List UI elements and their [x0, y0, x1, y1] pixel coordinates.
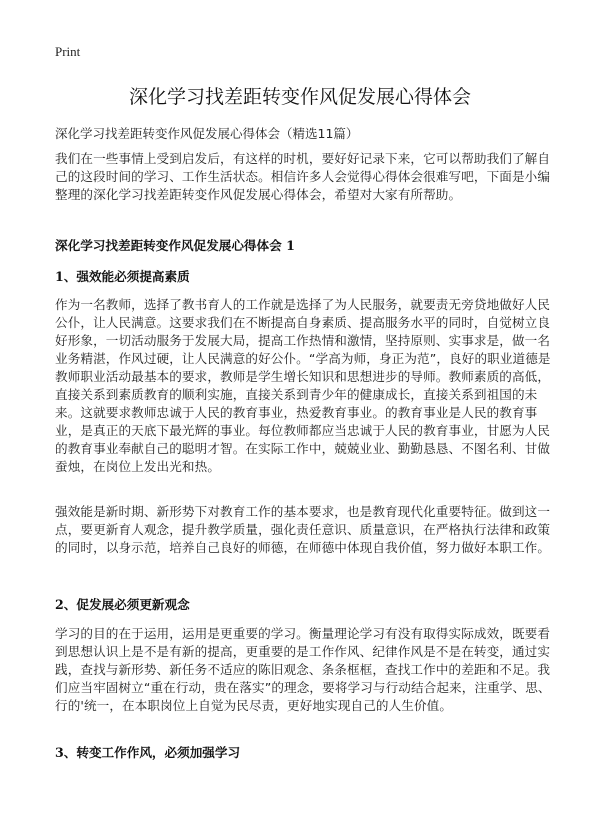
point-1-paragraph-1: 作为一名教师，选择了教书育人的工作就是选择了为人民服务，就要责无旁贷地做好人民公仆，让人民满意。这要求我们在不断提高自身素质、提高服务水平的同时，自觉树立良好形象，一切活动服务于发展大局，提高工作热情和激情，坚持原则、实事求是，做一名业务精湛，作风过硬，让人民满意的好公仆。“学高为师，身正为范”，良好的职业道德是教师职业活动最基本的要求，教师是学生增长知识和思想进步的导师。教师素质的高低，直接关系到素质教育的顺利实施，直接关系到青少年的健康成长，直接关系到祖国的未来。这就要求教师忠诚于人民的教育事业，热爱教育事业。的教育事业是人民的教育事业，是真正的天底下最光辉的事业。每位教师都应当忠诚于人民的教育事业，甘愿为人民的教育事业奉献自己的聪明才智。在实际工作中，兢兢业业、勤勤恳恳、不图名利、甘做蚕烛，在岗位上发出光和热。 [55, 297, 551, 474]
point-heading-3: 3、转变工作作风，必须加强学习 [55, 745, 241, 760]
page-title: 深化学习找差距转变作风促发展心得体会 [128, 86, 471, 108]
point-2-paragraph-1: 学习的目的在于运用，运用是更重要的学习。衡量理论学习有没有取得实际成效，既要看到思想认识上是不是有新的提高，更重要的是工作作风、纪律作风是不是在转变，通过实践，查找与新形势、新任务不适应的陈旧观念、条条框框，查找工作中的差距和不足。我们应当牢固树立“重在行动，贵在落实”的理念，要将学习与行动结合起来，注重学、思、行的'统一，在本职岗位上自觉为民尽责，更好地实现自己的人生价值。 [55, 626, 551, 713]
document-subtitle: 深化学习找差距转变作风促发展心得体会（精选11篇） [55, 126, 359, 141]
point-heading-1: 1、强效能必须提高素质 [55, 269, 190, 284]
print-link[interactable]: Print [55, 44, 81, 59]
section-title: 深化学习找差距转变作风促发展心得体会 1 [55, 238, 295, 253]
point-heading-2: 2、促发展必须更新观念 [55, 597, 190, 612]
intro-paragraph: 我们在一些事情上受到启发后，有这样的时机，要好好记录下来，它可以帮助我们了解自己的这段时间的学习、工作生活状态。相信许多人会觉得心得体会很难写吧，下面是小编整理的深化学习找差距转变作风促发展心得体会，希望对大家有所帮助。 [55, 151, 551, 202]
point-1-paragraph-2: 强效能是新时期、新形势下对教育工作的基本要求，也是教育现代化重要特征。做到这一点，要更新育人观念，提升教学质量，强化责任意识、质量意识，在严格执行法律和政策的同时，以身示范，培养自己良好的师德，在师德中体现自我价值，努力做好本职工作。 [55, 504, 551, 555]
